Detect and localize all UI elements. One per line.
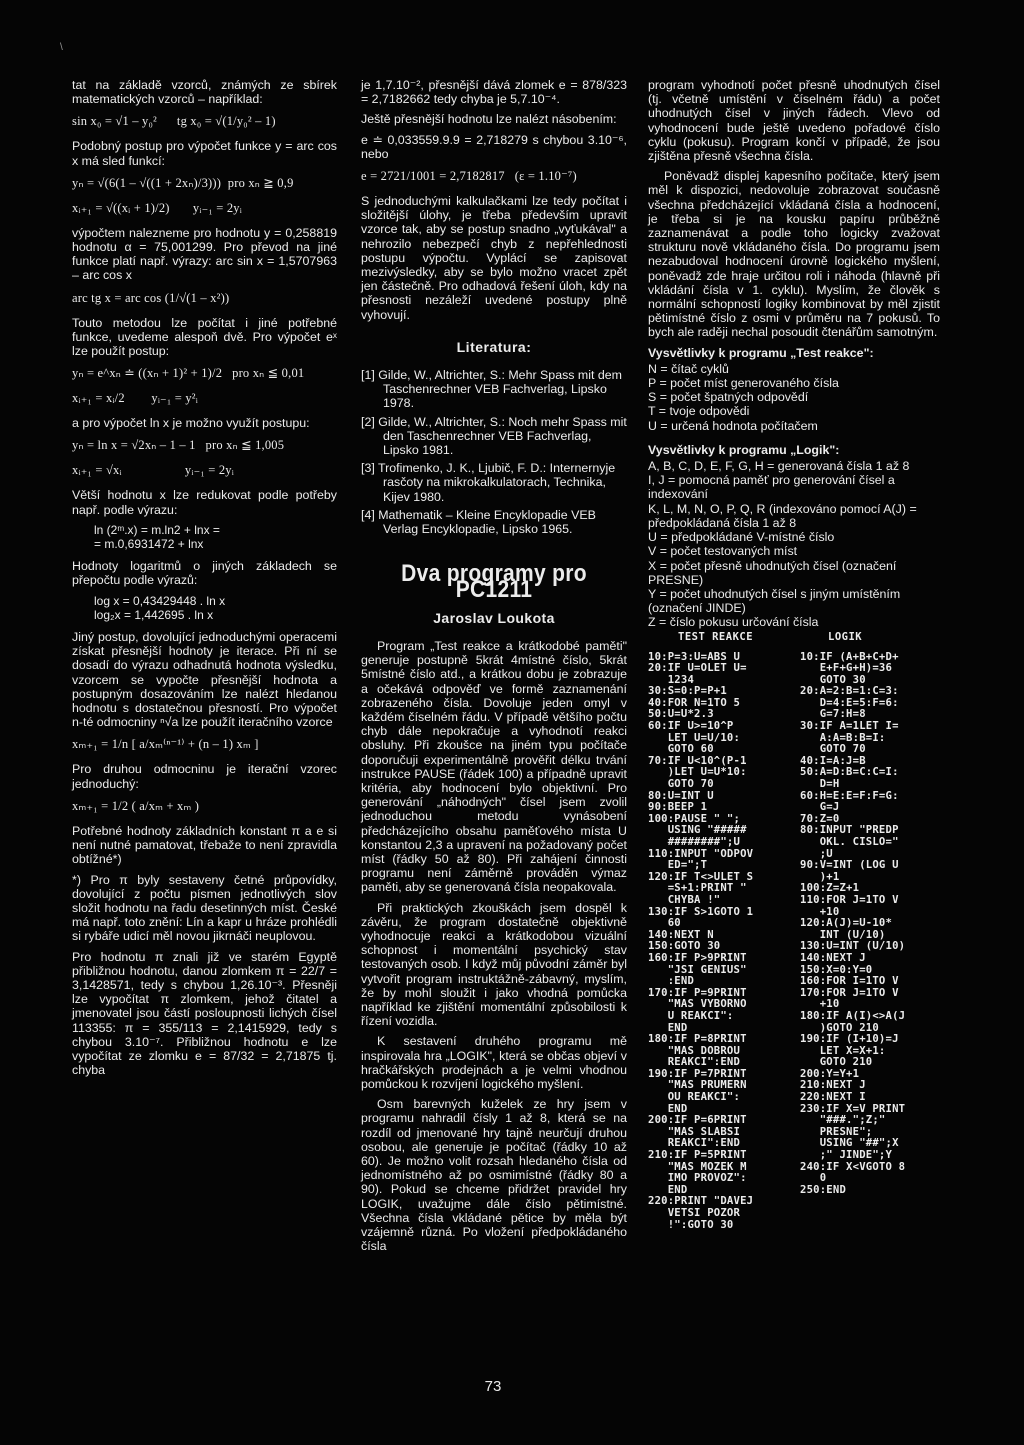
paragraph: Větší hodnotu x lze redukovat podle potřeby např. podle výrazu: [72, 488, 337, 517]
legend-row: Z = číslo pokusu určování čísla [648, 615, 819, 630]
page-number: 73 [484, 1378, 502, 1395]
legend-row: V = počet testovaných míst [648, 544, 798, 559]
paragraph: S jednoduchými kalkulačkami lze tedy počítat i složitější úlohy, je třeba především upravit vzorce tak, aby se postup snadno „vyťukával" a nehrozilo nebezpečí chyb z nepřehlednosti postupu výpočtu. Vyplácí se zapisovat mezivýsledky, aby se bylo možno vracet zpět jen částečně. Pro odhadová řešení úloh, kdy na přesnosti nezáleží uvedené postupy plně vyhovují. [361, 194, 627, 322]
paragraph: K sestavení druhého programu mě inspirovala hra „LOGIK", která se občas objeví v hračkářských prodejnách a je velmi vhodnou pomůckou k rozvíjení logického myšlení. [361, 1034, 627, 1091]
listing-title-test-reakce: TEST REAKCE [678, 630, 754, 643]
paragraph: Při praktických zkouškách jsem dospěl k závěru, že program dostatečně objektivně vyhodnocuje reakci a krátkodobou vizuální schopnost i momentální psychický stav testovaných osob. I když můj původní záměr byl vytvořit program instruktážně-zábavný, myslím, že by mohl sloužit i jako vhodná pomůcka například ke zjištění momentální způsobilosti k řízení vozidla. [361, 900, 627, 1029]
formula: yₙ = √(6(1 – √((1 + 2xₙ)/3))) pro xₙ ≧ 0,9 [72, 175, 294, 190]
paragraph: Poněvadž displej kapesního počítače, který jsem měl k dispozici, nedovoluje zobrazovat současně všechna předcházející vkládaná čísla a hodnocení, je třeba si je na kousku papíru průběžně zaznamenávat a podle toho logicky zvažovat strukturu nově vkládaného čísla. Do programu jsem nezabudoval hodnocení úrovně logického myšlení, poněvadž zde hraje určitou roli i náhoda (hlavně při vkládání čísla v 1. cyklu). Myslím, že člověk s normální schopností logiky kombinovat by měl zjistit pětimístné číslo z osmi v průměru na 7 pokusů. To bych ale raději nechal posoudit čtenářům samotným. [648, 169, 940, 340]
formula: arc tg x = arc cos (1/√(1 – x²)) [72, 290, 230, 305]
paragraph: a pro výpočet ln x je možno využít postupu: [72, 416, 310, 431]
formula: log x = 0,43429448 . ln x log₂x = 1,442695 . ln x [94, 593, 226, 622]
paragraph: Hodnoty logaritmů o jiných základech se přepočtu podle výrazů: [72, 559, 337, 588]
legend-logik [648, 459, 940, 629]
paragraph: tat na základě vzorců, známých ze sbírek matematických vzorců – například: [72, 78, 337, 107]
paragraph: Podobný postup pro výpočet funkce y = arc cos x má sled funkcí: [72, 139, 337, 168]
legend-row: P = počet míst generovaného čísla [648, 376, 839, 391]
legend-row: I, J = pomocná paměť pro generování čísel a indexování [648, 473, 895, 502]
paragraph: Pro hodnotu π znali již ve starém Egyptě přibližnou hodnotu, danou zlomkem π = 22/7 = 3,1428571, tedy s chybou 1,26.10⁻³. Přesněji lze vypočítat π zlomkem, jehož čitatel a jmenovatel jsou částí posloupnosti lichých čísel 113355: π = 355/113 = 2,1415929, tedy s chybou 3.10⁻⁷. Přibližnou hodnotu e lze vypočítat ze zlomku e = 87/32 = 2,71875 tj. chyba [72, 949, 337, 1078]
legend-row: U = určená hodnota počítačem [648, 418, 818, 433]
formula: xᵢ₊₁ = xᵢ/2 yᵢ₋₁ = y²ᵢ [72, 391, 198, 406]
section-heading: Literatura: [456, 338, 532, 355]
reference-item: [2] Gilde, W., Altrichter, S.: Noch mehr Spass mit den Taschenrechner VEB Fachverlag, Lipsko 1981. [361, 414, 627, 458]
paragraph: *) Pro π byly sestaveny četné průpovídky, dovolující z počtu písmen jednotlivých slov složit hodnotu na řadu desetinných míst. České má např. toto znění: Lín a kapr u hráze prohlédli si rybáře udicí měl novou jikrnáči neuplovou. [72, 872, 337, 944]
listing-logik: 10:IF (A+B+C+D+ E+F+G+H)=36 GOTO 30 20:A=2:B=1:C=3: D=4:E=5:F=6: G=7:H=8 30:IF A=1LET I= A:A=B:B=I: GOTO 70 40:I=A:J=B 50:A=D:B=C:C=I: D=H 60:H=E:E=F:F=G: G=J 70:Z=0 80:INPUT "PREDP OKL. CISLO=" ;U 90:V=INT (LOG U )+1 100:Z=Z+1 110:FOR J=1TO V +10 120:A(J)=U-10* INT (U/10) 130:U=INT (U/10) 140:NEXT J 150:X=0:Y=0 160:FOR I=1TO V 170:FOR J=1TO V +10 180:IF A(I)<>A(J )GOTO 210 190:IF (I+10)=J LET X=X+1: GOTO 210 200:Y=Y+1 210:NEXT J 220:NEXT I 230:IF X=V PRINT "###.";Z;" PRESNE"; USING "##";X ;" JINDE";Y 240:IF X<VGOTO 8 0 250:END [800, 650, 906, 1196]
paragraph: Osm barevných kuželek ze hry jsem v programu nahradil čísly 1 až 8, která se na rozdíl od jmenované hry tajně neurčují druhou osobou, ale generuje je počítač (řádky 10 až 60). Je možno volit rozsah hledaného čísla od jednomístného až po osmimístné (řádky 80 a 90). Pokud se chceme přidržet pravidel hry LOGIK, uvažujme dále číslo pětimístné. Všechna čísla vkládané pětice by měla být vzájemně různá. Po vložení předpokládaného čísla [361, 1097, 627, 1254]
legend-row: Y = počet uhodnutých čísel s jiným umístěním (označení JINDE) [648, 586, 901, 616]
paragraph: program vyhodnotí počet přesně uhodnutých čísel (tj. včetně umístění v číselném řádu) a počet uhodnutých čísel v jiných řádech. Vlevo od vyhodnocení bude ještě uvedeno pořadové číslo cyklu (pokusu). Program končí v případě, že jsou zjištěna přesně všechna čísla. [648, 78, 940, 164]
article-title: Dva programy pro PC1211 [401, 560, 587, 604]
paragraph: Potřebné hodnoty základních konstant π a e si není nutné pamatovat, třebaže to není zpravidla obtížné*) [72, 823, 337, 867]
paragraph: Ještě přesnější hodnotu lze nalézt násobením: [361, 112, 617, 127]
article-author: Jaroslav Loukota [433, 609, 555, 626]
program-listings [648, 630, 940, 1280]
paragraph: Jiný postup, dovolující jednoduchými operacemi získat přesnější hodnoty je iterace. Při ní se dosadí do výrazu odhadnutá hodnota výsledku, vzorcem se vypočte přesnější hodnota a postupným dosazováním lze nalézt hledanou hodnotu s dostatečnou přesností. Pro výpočet n-té odmocniny ⁿ√a lze použít iteračního vzorce [72, 630, 337, 730]
formula: yₙ = ln x = √2xₙ – 1 – 1 pro xₙ ≦ 1,005 [72, 438, 285, 453]
reference-item: [3] Trofimenko, J. K., Ljubič, F. D.: Internernyje rasčoty na mikrokalkulatorach, Technika, Kijev 1980. [361, 461, 616, 504]
reference-item: [1] Gilde, W., Altrichter, S.: Mehr Spass mit dem Taschenrechner VEB Fachverlag, Lipsko 1978. [361, 368, 622, 411]
paragraph: Pro druhou odmocninu je iterační vzorec jednoduchý: [72, 762, 337, 791]
legend-row: A, B, C, D, E, F, G, H = generovaná čísla 1 až 8 [648, 459, 910, 474]
formula: sin x₀ = √1 – y₀² tg x₀ = √(1/y₀² – 1) [72, 114, 276, 129]
legend-test-reakce [648, 362, 940, 433]
formula: e = 2721/1001 = 2,7182817 (ε = 1.10⁻⁷) [361, 169, 577, 184]
paragraph: e ≐ 0,033559.9.9 = 2,718279 s chybou 3.10⁻⁶, nebo [361, 132, 627, 161]
legend-row: X = počet přesně uhodnutých čísel (označení PRESNE) [648, 558, 897, 587]
formula: yₙ = e^xₙ ≐ ((xₙ + 1)² + 1)/2 pro xₙ ≦ 0,01 [72, 366, 305, 381]
corner-mark: \ [60, 42, 63, 53]
formula: xᵢ₊₁ = √xᵢ yᵢ₋₁ = 2yᵢ [72, 463, 234, 478]
legend-heading: Vysvětlivky k programu „Logik": [648, 442, 840, 457]
legend-heading: Vysvětlivky k programu „Test reakce": [648, 345, 874, 360]
paragraph: Program „Test reakce a krátkodobé paměti" generuje postupně 5krát 4místné číslo, 5krát 5místné číslo atd., a krátkou dobu je zobrazuje a očekává odpověď ve formě zaznamenání zobrazeného čísla. Dovoluje jeden omyl v každém číselném řádu. V případě většího počtu chyb dále nepokračuje a vyhodnotí reakci obsluhy. Při zkoušce na jiném typu počítače doporučuji experimentálně prověřit délku trvání instrukce PAUSE (řádek 100) a případně upravit kritéria, aby hodnocení bylo objektivní. Pro generování „náhodných" čísel jsem zvolil jednoduchou metodu vynásobení předcházejícího obsahu paměťového místa U konstantou 2,3 a upravení na požadovaný počet míst (řádky 50 až 80). Při zahájení činnosti programu není záměrně prováděn výmaz paměti, aby se generovaná čísla neopakovala. [361, 638, 627, 895]
formula: xᵢ₊₁ = √((xᵢ + 1)/2) yᵢ₋₁ = 2yᵢ [72, 200, 242, 215]
paragraph: výpočtem nalezneme pro hodnotu y = 0,258819 hodnotu α = 75,001299. Pro převod na jiné funkce platí např. výrazy: arc sin x = 1,5707963 – arc cos x [72, 225, 337, 283]
formula: ln (2ᵐ.x) = m.ln2 + lnx = = m.0,6931472 + lnx [94, 522, 220, 552]
reference-item: [4] Mathematik – Kleine Encyklopadie VEB Verlag Encyklopadie, Lipsko 1965. [361, 507, 596, 537]
listing-test-reakce: 10:P=3:U=ABS U 20:IF U=OLET U= 1234 30:S=0:P=P+1 40:FOR N=1TO 5 50:U=U*2.3 60:IF U>=10^P LET U=U/10: GOTO 60 70:IF U<10^(P-1 )LET U=U*10: GOTO 70 80:U=INT U 90:BEEP 1 100:PAUSE " "; USING "##### ########";U 110:INPUT "ODPOV ED=";T 120:IF T<>ULET S =S+1:PRINT " CHYBA !" 130:IF S>1GOTO 1 60 140:NEXT N 150:GOTO 30 160:IF P>9PRINT "JSI GENIUS" :END 170:IF P=9PRINT "MAS VYBORNO U REAKCI": END 180:IF P=8PRINT "MAS DOBROU REAKCI":END 190:IF P=7PRINT "MAS PRUMERN OU REAKCI": END 200:IF P=6PRINT "MAS SLABSI REAKCI":END 210:IF P=5PRINT "MAS MOZEK M IMO PROVOZ": END 220:PRINT "DAVEJ VETSI POZOR !":GOTO 30 [648, 650, 754, 1231]
paragraph: je 1,7.10⁻², přesnější dává zlomek e = 878/323 = 2,7182662 tedy chyba je 5,7.10⁻⁴. [361, 78, 627, 107]
legend-row: S = počet špatných odpovědí [648, 390, 809, 405]
legend-row: N = čítač cyklů [648, 361, 729, 376]
legend-row: K, L, M, N, O, P, Q, R (indexováno pomocí A(J) = předpokládaná čísla 1 až 8 [648, 501, 917, 530]
paragraph: Touto metodou lze počítat i jiné potřebné funkce, uvedeme alespoň dvě. Pro výpočet eˣ lze použít postup: [72, 315, 337, 359]
listing-title-logik: LOGIK [828, 630, 863, 643]
column-left [72, 78, 337, 1083]
column-right [648, 78, 940, 1280]
legend-row: T = tvoje odpovědi [648, 404, 750, 419]
column-middle [361, 78, 627, 1259]
legend-row: U = předpokládané V-místné číslo [648, 530, 835, 545]
formula: xₘ₊₁ = 1/2 ( a/xₘ + xₘ ) [72, 798, 200, 813]
formula: xₘ₊₁ = 1/n [ a/xₘ⁽ⁿ⁻¹⁾ + (n – 1) xₘ ] [72, 737, 259, 752]
